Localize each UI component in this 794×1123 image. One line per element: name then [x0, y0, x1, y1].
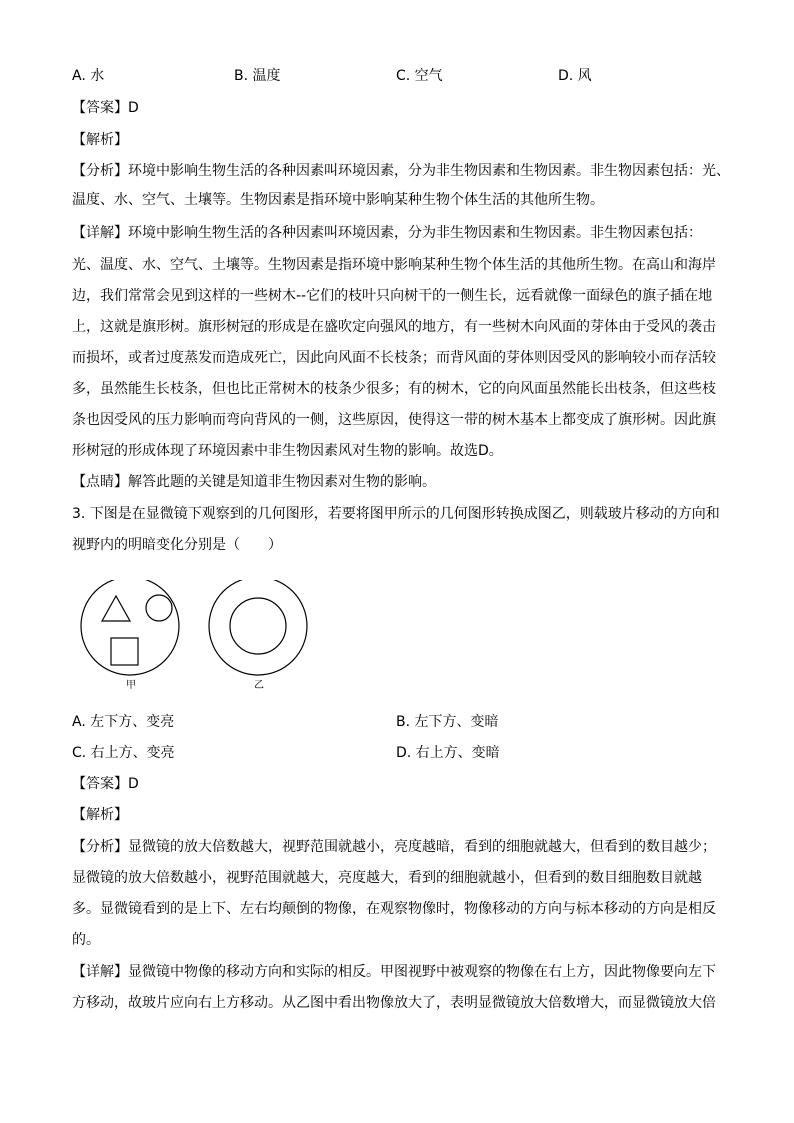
triangle-shape: [102, 596, 130, 621]
q3-detail-line: 方移动，故玻片应向右上方移动。从乙图中看出物像放大了，表明显微镜放大倍数增大，而显微镜放大倍: [72, 995, 716, 1011]
q2-analysis-line: 【分析】环境中影响生物生活的各种因素叫环境因素，分为非生物因素和生物因素。非生物因素包括：光、: [72, 163, 730, 179]
q2-option-b: B. 温度: [234, 68, 281, 84]
square-shape: [111, 638, 138, 665]
q3-stem-line: 视野内的明暗变化分别是（ ）: [72, 537, 282, 553]
q2-analysis-line: 温度、水、空气、土壤等。生物因素是指环境中影响某种生物个体生活的其他所生物。: [72, 192, 604, 208]
q2-answer: 【答案】D: [72, 100, 139, 116]
q2-detail-line: 多，虽然能生长枝条，但也比正常树木的枝条少很多；有的树木，它的向风面虽然能长出枝条，但这些枝: [72, 381, 716, 397]
q3-analysis-label: 【解析】: [72, 807, 128, 823]
field-of-view-circle-jia: [81, 580, 179, 675]
q3-option-d: D. 右上方、变暗: [396, 745, 500, 761]
q3-detail-line: 【详解】显微镜中物像的移动方向和实际的相反。甲图视野中被观察的物像在右上方，因此物像要向左下: [72, 964, 716, 980]
magnified-circle-shape: [230, 598, 286, 654]
q3-analysis-line: 显微镜的放大倍数越小，视野范围就越大，亮度越大，看到的细胞就越小，但看到的数目细胞数目就越: [72, 870, 702, 886]
microscope-view-diagram: [78, 580, 318, 692]
q2-detail-line: 光、温度、水、空气、土壤等。生物因素是指环境中影响某种生物个体生活的其他所生物。在高山和海岸: [72, 257, 716, 273]
q3-answer: 【答案】D: [72, 776, 139, 792]
view-yi: [209, 580, 307, 691]
q2-detail-line: 条也因受风的压力影响而弯向背风的一侧，这些原因，使得这一带的树木基本上都变成了旗形树。因此旗: [72, 412, 716, 428]
q2-detail-line: 形树冠的形成体现了环境因素中非生物因素风对生物的影响。故选D。: [72, 443, 503, 459]
q3-stem-line: 3. 下图是在显微镜下观察到的几何图形，若要将图甲所示的几何图形转换成图乙，则载玻片移动的方向和: [72, 506, 720, 522]
view-jia: [81, 580, 179, 691]
q3-option-b: B. 左下方、变暗: [396, 714, 499, 730]
q2-option-a: A. 水: [72, 68, 105, 84]
q3-analysis-line: 的。: [72, 932, 100, 948]
small-circle-shape: [146, 595, 172, 621]
q3-option-a: A. 左下方、变亮: [72, 714, 175, 730]
q3-figure: [78, 580, 318, 696]
label-yi: 乙: [254, 680, 264, 691]
q2-analysis-label: 【解析】: [72, 132, 128, 148]
q3-option-c: C. 右上方、变亮: [72, 745, 175, 761]
q3-analysis-line: 多。显微镜看到的是上下、左右均颠倒的物像，在观察物像时，物像移动的方向与标本移动的方向是相反: [72, 901, 716, 917]
q2-comment: 【点睛】解答此题的关键是知道非生物因素对生物的影响。: [72, 474, 436, 490]
q2-detail-line: 上，这就是旗形树。旗形树冠的形成是在盛吹定向强风的地方，有一些树木向风面的芽体由于受风的袭击: [72, 319, 716, 335]
q2-detail-line: 边，我们常常会见到这样的一些树木--它们的枝叶只向树干的一侧生长，远看就像一面绿色的旗子插在地: [72, 288, 713, 304]
field-of-view-circle-yi: [209, 580, 307, 675]
q2-option-c: C. 空气: [396, 68, 443, 84]
label-jia: 甲: [126, 680, 136, 691]
q3-analysis-line: 【分析】显微镜的放大倍数越大，视野范围就越小，亮度越暗，看到的细胞就越大，但看到的数目越少；: [72, 839, 716, 855]
q2-detail-line: 而损坏，或者过度蒸发而造成死亡，因此向风面不长枝条；而背风面的芽体则因受风的影响较小而存活较: [72, 350, 716, 366]
q2-detail-line: 【详解】环境中影响生物生活的各种因素叫环境因素，分为非生物因素和生物因素。非生物因素包括：: [72, 225, 702, 241]
q2-option-d: D. 风: [558, 68, 592, 84]
